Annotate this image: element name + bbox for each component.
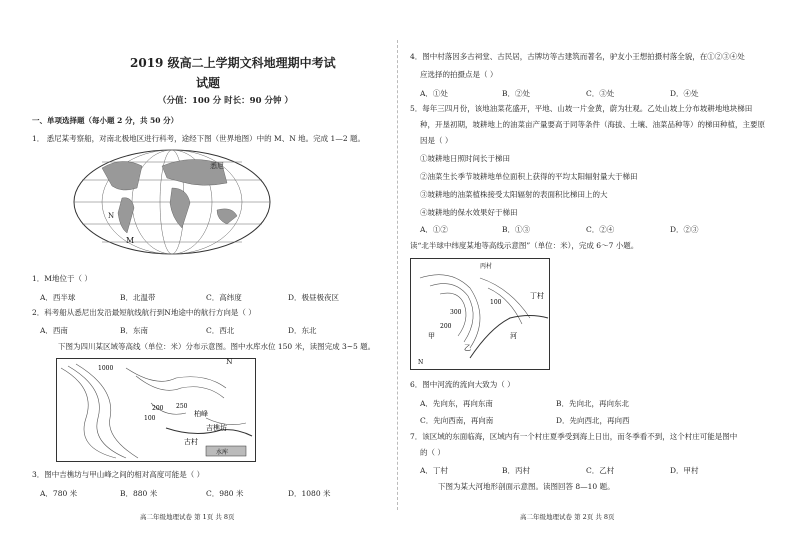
q2-option-b[interactable]: B．东南: [120, 326, 149, 335]
q5-item-4: ④坡耕地的保水效果好于梯田: [420, 208, 518, 217]
left-column: [30, 0, 385, 550]
map2-label-river: 河: [510, 332, 517, 340]
map2-label-100: 100: [490, 299, 502, 306]
q5-text-3: 因是（ ）: [420, 136, 453, 145]
q4-option-a[interactable]: A．①处: [420, 89, 448, 98]
q2-option-c[interactable]: C．西北: [206, 326, 235, 335]
q4-text-2: 应选择的拍摄点是（ ）: [420, 70, 498, 79]
contour-label-250: 250: [176, 403, 188, 410]
exam-title: 2019 级高二上学期文科地理期中考试: [130, 56, 336, 70]
contour-label-jiwang: 吉樵坊: [206, 424, 227, 432]
section-heading: 一、单项选择题（每小题 2 分，共 50 分）: [32, 116, 179, 125]
q6-option-c[interactable]: C．先向西南，再向南: [420, 416, 494, 425]
north-arrow: N: [226, 357, 233, 366]
q2-option-d[interactable]: D．东北: [288, 326, 317, 335]
q7-option-b[interactable]: B．丙村: [502, 466, 531, 475]
contour-label-baifeng: 柏峰: [194, 410, 208, 418]
q5-item-2: ②油菜生长季节坡耕地单位面积上获得的平均太阳辐射量大于梯田: [420, 172, 638, 181]
q3-option-d[interactable]: D．1080 米: [288, 489, 331, 498]
map2-label-jia: 甲: [428, 332, 435, 340]
q5-item-1: ①坡耕地日照时间长于梯田: [420, 154, 510, 163]
q7-option-c[interactable]: C．乙村: [586, 466, 615, 475]
q7-text-2: 的（ ）: [420, 448, 445, 457]
map2-label-ding: 丁村: [530, 292, 544, 300]
q3-intro: 下图为四川某区域等高线（单位：米）分布示意图。图中水库水位 150 米，读图完成 3~5 题。: [58, 342, 376, 351]
q1-stem: 1． 悉尼某考察船，对南北极地区进行科考，途经下图（世界地图）中的 M、N 地。完成 1—2 题。: [32, 134, 365, 143]
map2-label-yi: 乙: [464, 344, 471, 352]
q8-intro: 下图为某大河地形剖面示意图。读图回答 8—10 题。: [438, 482, 615, 491]
contour-label-200: 200: [152, 405, 164, 412]
q1-text: 1．M地位于（ ）: [32, 274, 92, 283]
q3-option-c[interactable]: C．980 米: [206, 489, 244, 498]
q3-text: 3．图中吉樵坊与甲山峰之间的相对高度可能是（ ）: [32, 470, 205, 479]
map2-label-bing: 丙村: [480, 263, 493, 270]
q5-option-c[interactable]: C．②④: [586, 225, 615, 234]
map2-label-300: 300: [450, 309, 462, 316]
q5-option-b[interactable]: B．①③: [502, 225, 531, 234]
q6-option-d[interactable]: D．先向西北，再向西: [556, 416, 630, 425]
map2-north: N: [418, 359, 424, 366]
contour-label-gucun: 古村: [184, 438, 198, 446]
map-label-m: M: [126, 236, 135, 245]
q7-option-a[interactable]: A．丁村: [420, 466, 448, 475]
q5-text-2: 种，开垦初期，坡耕地上的油菜亩产量要高于同等条件（海拔、土壤、油菜品种等）的梯田种植，主要原: [420, 120, 765, 129]
contour-label-shuiku: 水库: [216, 449, 229, 456]
contour-label-1000: 1000: [98, 365, 114, 372]
exam-title-2: 试题: [196, 76, 221, 90]
q6-option-a[interactable]: A．先向东，再向东南: [420, 399, 493, 408]
q7-text-1: 7．该区域的东面临海，区域内有一个村庄夏季受到海上日出，而冬季看不到，这个村庄可能是图中: [410, 432, 738, 441]
footer-left: 高二年级地理试卷 第 1页 共 8页: [140, 513, 235, 521]
q6-option-b[interactable]: B．先向北，再向东北: [556, 399, 630, 408]
q3-option-a[interactable]: A．780 米: [40, 489, 78, 498]
q4-text-1: 4．图中村落因多古祠堂、古民居，古牌坊等古建筑而著名，驴友小王想拍摄村落全貌，在①②③④处: [410, 52, 745, 61]
q1-option-c[interactable]: C．高纬度: [206, 293, 242, 302]
map-label-n: N: [108, 212, 115, 220]
q4-option-d[interactable]: D．④处: [670, 89, 699, 98]
q2-option-a[interactable]: A．西南: [40, 326, 68, 335]
contour-map-figure: [56, 358, 256, 462]
contour-map-2-figure: [410, 258, 550, 370]
footer-right: 高二年级地理试卷 第 2页 共 8页: [520, 513, 615, 521]
q5-option-a[interactable]: A．①②: [420, 225, 448, 234]
q5-option-d[interactable]: D．②③: [670, 225, 699, 234]
q1-option-d[interactable]: D．极昼极夜区: [288, 293, 340, 302]
q4-option-c[interactable]: C．③处: [586, 89, 615, 98]
q4-option-b[interactable]: B．②处: [502, 89, 531, 98]
right-column: [410, 0, 770, 550]
q1-option-b[interactable]: B．北温带: [120, 293, 156, 302]
contour-label-100: 100: [144, 415, 156, 422]
q5-text-1: 5．每年三四月份，该地油菜花盛开，平地、山坡一片金黄，蔚为壮观。乙处山坡上分布坡耕地地块梯田: [410, 104, 753, 113]
q3-option-b[interactable]: B．880 米: [120, 489, 158, 498]
q5-item-3: ③坡耕地的油菜植株接受太阳辐射的表面积比梯田上的大: [420, 190, 608, 199]
q6-intro: 读“北半球中纬度某地等高线示意图”（单位：米），完成 6～7 小题。: [410, 241, 639, 250]
q6-text: 6．图中河流的流向大致为（ ）: [410, 380, 515, 389]
map2-label-200: 200: [440, 323, 452, 330]
q1-option-a[interactable]: A．西半球: [40, 293, 76, 302]
score-info: （分值：100 分 时长：90 分钟 ）: [158, 96, 293, 106]
q2-text: 2．科考船从悉尼出发沿最短航线航行到N地途中的航行方向是（ ）: [32, 308, 256, 317]
world-map-figure: [72, 148, 272, 256]
map-label-sydney: 悉尼: [210, 162, 224, 170]
page-divider: [397, 40, 398, 510]
q7-option-d[interactable]: D．甲村: [670, 466, 699, 475]
